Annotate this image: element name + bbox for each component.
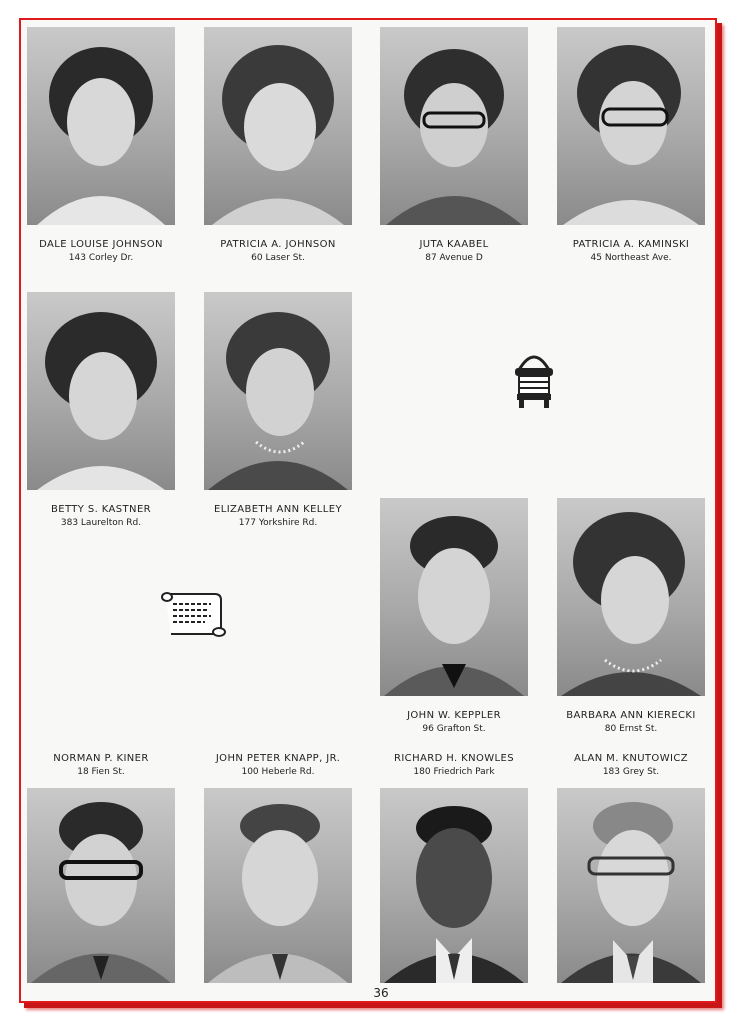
student-name: JUTA KAABEL — [419, 239, 489, 250]
portrait-photo — [27, 27, 175, 225]
student-caption — [369, 709, 539, 736]
student-address: 100 Heberle Rd. — [241, 767, 315, 777]
student-caption — [16, 752, 186, 779]
student-name: NORMAN P. KINER — [53, 753, 149, 764]
student-name: PATRICIA A. KAMINSKI — [572, 239, 690, 250]
scroll-icon — [159, 588, 227, 638]
student-name: DALE LOUISE JOHNSON — [39, 239, 163, 250]
student-address: 80 Ernst St. — [604, 724, 658, 734]
portrait-photo — [27, 788, 175, 983]
portrait-photo — [380, 498, 528, 696]
student-caption — [16, 238, 186, 265]
portrait-photo — [27, 292, 175, 490]
portrait-photo — [557, 27, 705, 225]
portrait-photo — [380, 788, 528, 983]
portrait-photo — [204, 292, 352, 490]
student-caption — [369, 238, 539, 265]
student-address: 143 Corley Dr. — [68, 253, 134, 263]
portrait-photo — [204, 788, 352, 983]
student-name: ALAN M. KNUTOWICZ — [574, 753, 688, 764]
student-caption — [369, 752, 539, 779]
student-address: 96 Grafton St. — [422, 724, 486, 734]
portrait-photo — [557, 788, 705, 983]
student-address: 177 Yorkshire Rd. — [238, 518, 318, 528]
student-address: 183 Grey St. — [602, 767, 660, 777]
student-caption — [546, 238, 716, 265]
student-caption — [16, 503, 186, 530]
page-number: 36 — [373, 986, 389, 1000]
yearbook-page — [19, 18, 717, 1003]
student-address: 383 Laurelton Rd. — [60, 518, 142, 528]
student-address: 45 Northeast Ave. — [590, 253, 672, 263]
student-address: 87 Avenue D — [425, 253, 483, 263]
portrait-photo — [380, 27, 528, 225]
basket-icon — [511, 346, 557, 410]
student-address: 180 Friedrich Park — [413, 767, 495, 777]
student-address: 18 Fien St. — [77, 767, 125, 777]
student-caption — [193, 238, 363, 265]
student-name: ELIZABETH ANN KELLEY — [214, 504, 342, 515]
student-caption — [193, 503, 363, 530]
student-caption — [546, 709, 716, 736]
student-caption — [546, 752, 716, 779]
student-caption — [193, 752, 363, 779]
student-address: 60 Laser St. — [251, 253, 305, 263]
student-name: PATRICIA A. JOHNSON — [220, 239, 336, 250]
portrait-photo — [204, 27, 352, 225]
student-name: RICHARD H. KNOWLES — [393, 753, 514, 764]
student-name: BETTY S. KASTNER — [50, 504, 152, 515]
student-name: JOHN PETER KNAPP, JR. — [215, 753, 341, 764]
student-name: JOHN W. KEPPLER — [407, 710, 501, 721]
student-name: BARBARA ANN KIERECKI — [566, 710, 696, 721]
portrait-photo — [557, 498, 705, 696]
